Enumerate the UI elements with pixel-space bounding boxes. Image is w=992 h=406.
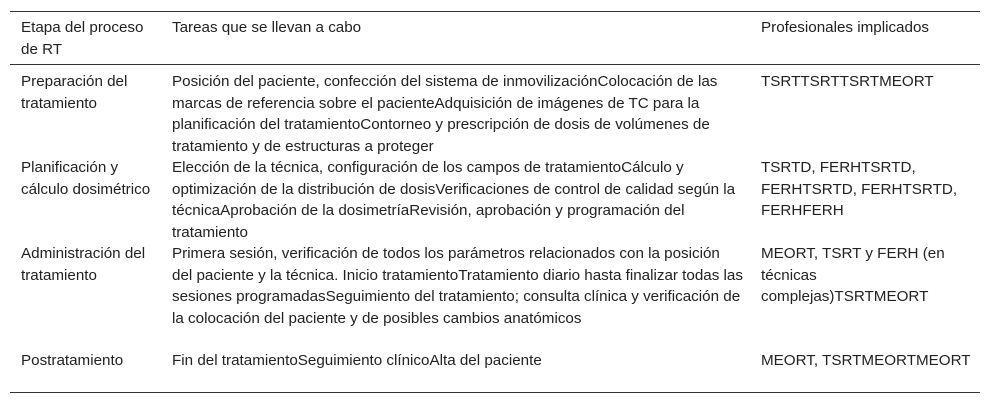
stage-cell: Planificación y cálculo dosimétrico (21, 159, 151, 198)
professionals-cell: MEORT, TSRTMEORTMEORT (761, 352, 971, 369)
header-stage: Etapa del proceso de RT (21, 19, 144, 58)
table-row (10, 65, 980, 155)
stage-cell: Administración del tratamiento (21, 245, 146, 284)
tasks-cell: Elección de la técnica, configuración de los campos de tratamientoCálculo y optimización de la distribución de dosisVerificaciones de control de calidad según la técnicaAprobación de la dosimetríaRevisión, aprobación y programación del tratamiento (172, 159, 736, 241)
tasks-cell: Fin del tratamientoSeguimiento clínicoAlta del paciente (172, 352, 542, 369)
table-row (10, 348, 980, 392)
professionals-cell: MEORT, TSRT y FERH (en técnicas complejas)TSRTMEORT (761, 245, 945, 305)
professionals-cell: TSRTD, FERHTSRTD, FERHTSRTD, FERHTSRTD, FERHFERH (761, 159, 958, 219)
table-header-row (10, 12, 980, 65)
header-professionals: Profesionales implicados (761, 19, 929, 36)
rt-process-table (10, 11, 980, 393)
professionals-cell: TSRTTSRTTSRTMEORT (761, 73, 934, 90)
stage-cell: Preparación del tratamiento (21, 73, 128, 112)
table-row (10, 155, 980, 241)
stage-cell: Postratamiento (21, 352, 124, 369)
header-tasks: Tareas que se llevan a cabo (172, 19, 362, 36)
table-row (10, 241, 980, 348)
tasks-cell: Primera sesión, verificación de todos los parámetros relacionados con la posición del paciente y la técnica. Inicio tratamientoTratamiento diario hasta finalizar todas las sesiones programadasSeguimiento del tratamiento; consulta clínica y verificación de la colocación del paciente y de posibles cambios anatómicos (172, 245, 743, 327)
tasks-cell: Posición del paciente, confección del sistema de inmovilizaciónColocación de las marcas de referencia sobre el pacienteAdquisición de imágenes de TC para la planificación del tratamientoContorneo y prescripción de dosis de volúmenes de tratamiento y de estructuras a proteger (172, 73, 718, 155)
